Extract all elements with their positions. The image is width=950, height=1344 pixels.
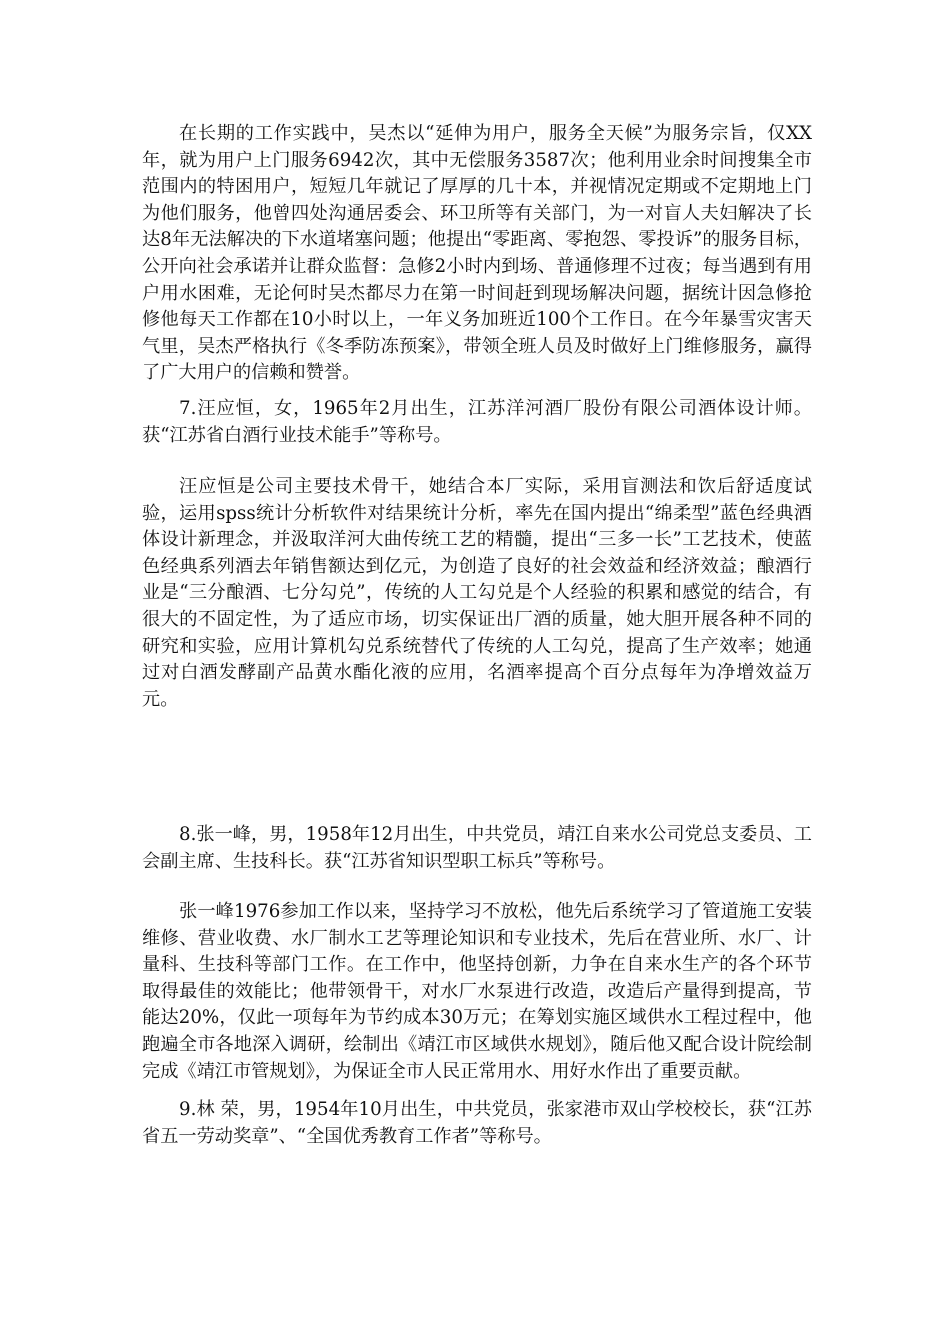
paragraph-item-9-heading: 9.林 荣，男，1954年10月出生，中共党员，张家港市双山学校校长，获“江苏省五一劳动奖章”、“全国优秀教育工作者”等称号。 — [142, 1099, 812, 1147]
paragraph-zhang-yifeng-body: 张一峰1976参加工作以来，坚持学习不放松，他先后系统学习了管道施工安装维修、营业收费、水厂制水工艺等理论知识和专业技术，先后在营业所、水厂、计量科、生技科等部门工作。在工作中，他坚持创新，力争在自来水生产的各个环节取得最佳的效能比；他带领骨干，对水厂水泵进行改造，改造后产量得到提高，节能达20%，仅此一项每年为节约成本30万元；在筹划实施区域供水工程过程中，他跑遍全市各地深入调研，绘制出《靖江市区域供水规划》，随后他又配合设计院绘制完成《靖江市管规划》，为保证全市人民正常用水、用好水作出了重要贡献。 — [142, 901, 812, 1082]
paragraph-item-7-heading: 7.汪应恒，女，1965年2月出生，江苏洋河酒厂股份有限公司酒体设计师。获“江苏省白酒行业技术能手”等称号。 — [142, 398, 812, 446]
paragraph-item-8-heading: 8.张一峰，男，1958年12月出生，中共党员，靖江自来水公司党总支委员、工会副主席、生技科长。获“江苏省知识型职工标兵”等称号。 — [142, 824, 812, 872]
paragraph-wu-jie-service: 在长期的工作实践中，吴杰以“延伸为用户，服务全天候”为服务宗旨，仅XX年，就为用户上门服务6942次，其中无偿服务3587次；他利用业余时间搜集全市范围内的特困用户，短短几年就记了厚厚的几十本，并视情况定期或不定期地上门为他们服务，他曾四处沟通居委会、环卫所等有关部门，为一对盲人夫妇解决了长达8年无法解决的下水道堵塞问题；他提出“零距离、零抱怨、零投诉”的服务目标，公开向社会承诺并让群众监督：急修2小时内到场、普通修理不过夜；每当遇到有用户用水困难，无论何时吴杰都尽力在第一时间赶到现场解决问题，据统计因急修抢修他每天工作都在10小时以上，一年义务加班近100个工作日。在今年暴雪灾害天气里，吴杰严格执行《冬季防冻预案》，带领全班人员及时做好上门维修服务，赢得了广大用户的信赖和赞誉。 — [142, 123, 812, 384]
paragraph-wang-yingheng-body: 汪应恒是公司主要技术骨干，她结合本厂实际，采用盲测法和饮后舒适度试验，运用spss统计分析软件对结果统计分析，率先在国内提出“绵柔型”蓝色经典酒体设计新理念，并汲取洋河大曲传统工艺的精髓，提出“三多一长”工艺技术，使蓝色经典系列酒去年销售额达到亿元，为创造了良好的社会效益和经济效益；酿酒行业是“三分酿酒、七分勾兑”，传统的人工勾兑是个人经验的积累和感觉的结合，有很大的不固定性，为了适应市场，切实保证出厂酒的质量，她大胆开展各种不同的研究和实验，应用计算机勾兑系统替代了传统的人工勾兑，提高了生产效率；她通过对白酒发酵副产品黄水酯化液的应用，名酒率提高个百分点每年为净增效益万元。 — [142, 476, 812, 710]
